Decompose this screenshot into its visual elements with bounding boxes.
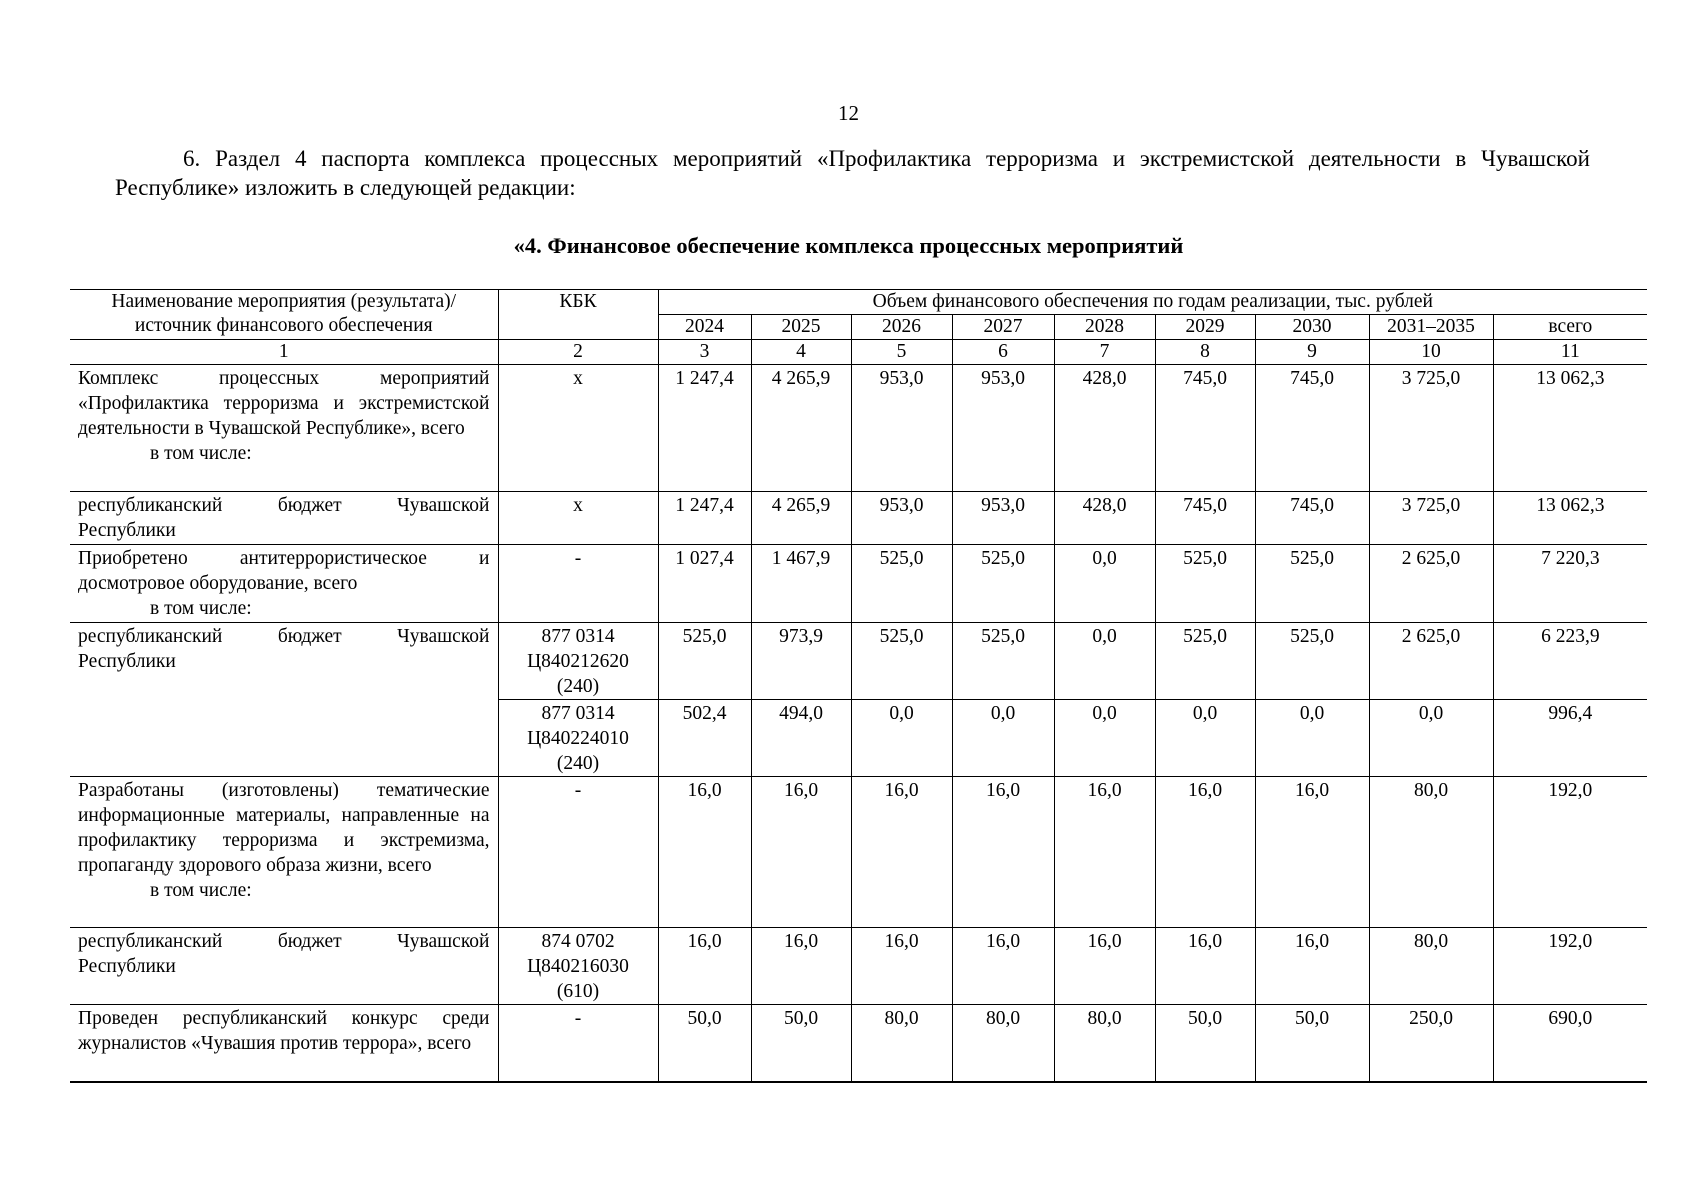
row-sub-label: в том числе: bbox=[150, 598, 252, 619]
row-value: 1 027,4 bbox=[658, 545, 751, 623]
row-value: 192,0 bbox=[1493, 777, 1647, 928]
row-value: 953,0 bbox=[952, 365, 1054, 492]
row-value: 996,4 bbox=[1493, 700, 1647, 777]
header-year: 2026 bbox=[851, 315, 952, 340]
row-kbk: х bbox=[498, 492, 658, 545]
row-value: 525,0 bbox=[952, 623, 1054, 700]
row-sub-label: в том числе: bbox=[150, 880, 252, 901]
row-value: 80,0 bbox=[1054, 1005, 1155, 1083]
table-row bbox=[70, 623, 1647, 700]
row-value: 2 625,0 bbox=[1369, 623, 1493, 700]
header-year: 2031–2035 bbox=[1369, 315, 1493, 340]
row-kbk: 874 0702 Ц840216030 (610) bbox=[498, 928, 658, 1005]
row-value: 7 220,3 bbox=[1493, 545, 1647, 623]
row-value: 16,0 bbox=[658, 928, 751, 1005]
header-volume-group: Объем финансового обеспечения по годам реализации, тыс. рублей bbox=[658, 290, 1647, 315]
column-number: 7 bbox=[1054, 340, 1155, 365]
row-value: 50,0 bbox=[658, 1005, 751, 1083]
row-kbk: - bbox=[498, 777, 658, 928]
row-value: 3 725,0 bbox=[1369, 365, 1493, 492]
table-row bbox=[70, 928, 1647, 1005]
row-value: 13 062,3 bbox=[1493, 492, 1647, 545]
row-value: 1 247,4 bbox=[658, 492, 751, 545]
intro-paragraph bbox=[115, 144, 1590, 202]
row-value: 745,0 bbox=[1155, 492, 1255, 545]
row-value: 80,0 bbox=[952, 1005, 1054, 1083]
row-value: 0,0 bbox=[1255, 700, 1369, 777]
row-name-cell bbox=[70, 928, 498, 1005]
row-value: 16,0 bbox=[1255, 777, 1369, 928]
header-year: 2024 bbox=[658, 315, 751, 340]
row-name: Проведен республиканский конкурс среди журналистов «Чувашия против террора», всего bbox=[78, 1008, 490, 1054]
row-value: 16,0 bbox=[1155, 928, 1255, 1005]
row-value: 80,0 bbox=[1369, 777, 1493, 928]
row-value: 16,0 bbox=[1054, 777, 1155, 928]
row-value: 50,0 bbox=[1155, 1005, 1255, 1083]
row-value: 525,0 bbox=[952, 545, 1054, 623]
row-value: 525,0 bbox=[1155, 623, 1255, 700]
row-value: 0,0 bbox=[1054, 623, 1155, 700]
row-value: 192,0 bbox=[1493, 928, 1647, 1005]
row-value: 16,0 bbox=[851, 777, 952, 928]
row-value: 0,0 bbox=[1054, 545, 1155, 623]
column-number: 1 bbox=[70, 340, 498, 365]
header-year: 2030 bbox=[1255, 315, 1369, 340]
table-row bbox=[70, 1005, 1647, 1083]
financing-table bbox=[70, 289, 1647, 1083]
row-name-cell bbox=[70, 623, 498, 777]
column-number: 3 bbox=[658, 340, 751, 365]
header-name-col: Наименование мероприятия (результата)/источник финансового обеспечения bbox=[70, 290, 498, 340]
row-value: 50,0 bbox=[1255, 1005, 1369, 1083]
row-value: 1 467,9 bbox=[751, 545, 851, 623]
row-value: 50,0 bbox=[751, 1005, 851, 1083]
table-row bbox=[70, 492, 1647, 545]
column-number: 11 bbox=[1493, 340, 1647, 365]
row-name-cell bbox=[70, 492, 498, 545]
row-value: 6 223,9 bbox=[1493, 623, 1647, 700]
row-sub-label: в том числе: bbox=[150, 443, 252, 464]
row-value: 13 062,3 bbox=[1493, 365, 1647, 492]
row-name-cell bbox=[70, 777, 498, 928]
row-value: 525,0 bbox=[658, 623, 751, 700]
table-row bbox=[70, 365, 1647, 492]
row-value: 745,0 bbox=[1255, 492, 1369, 545]
row-value: 525,0 bbox=[1155, 545, 1255, 623]
row-name-cell bbox=[70, 365, 498, 492]
row-value: 80,0 bbox=[851, 1005, 952, 1083]
row-value: 16,0 bbox=[851, 928, 952, 1005]
row-kbk: х bbox=[498, 365, 658, 492]
row-value: 525,0 bbox=[1255, 623, 1369, 700]
column-number: 4 bbox=[751, 340, 851, 365]
row-value: 16,0 bbox=[1054, 928, 1155, 1005]
row-value: 953,0 bbox=[851, 492, 952, 545]
row-name: Комплекс процессных мероприятий «Профилактика терроризма и экстремистской деятельности в Чувашской Республике», всего bbox=[78, 368, 490, 439]
header-year: 2029 bbox=[1155, 315, 1255, 340]
column-number: 10 bbox=[1369, 340, 1493, 365]
row-value: 16,0 bbox=[751, 777, 851, 928]
row-value: 953,0 bbox=[851, 365, 952, 492]
column-number-row bbox=[70, 340, 1647, 365]
row-value: 690,0 bbox=[1493, 1005, 1647, 1083]
row-value: 16,0 bbox=[952, 928, 1054, 1005]
row-name: Приобретено антитеррористическое и досмотровое оборудование, всего bbox=[78, 548, 490, 594]
row-value: 16,0 bbox=[1155, 777, 1255, 928]
section-title: «4. Финансовое обеспечение комплекса процессных мероприятий bbox=[513, 233, 1184, 258]
row-value: 953,0 bbox=[952, 492, 1054, 545]
row-value: 973,9 bbox=[751, 623, 851, 700]
row-value: 16,0 bbox=[658, 777, 751, 928]
row-value: 494,0 bbox=[751, 700, 851, 777]
column-number: 5 bbox=[851, 340, 952, 365]
row-name-cell bbox=[70, 1005, 498, 1083]
row-value: 525,0 bbox=[851, 545, 952, 623]
row-value: 16,0 bbox=[952, 777, 1054, 928]
row-value: 16,0 bbox=[751, 928, 851, 1005]
row-value: 525,0 bbox=[1255, 545, 1369, 623]
row-value: 4 265,9 bbox=[751, 492, 851, 545]
row-kbk: - bbox=[498, 1005, 658, 1083]
header-year: всего bbox=[1493, 315, 1647, 340]
row-value: 0,0 bbox=[1369, 700, 1493, 777]
table-header-row bbox=[70, 290, 1647, 315]
row-name: республиканский бюджет Чувашской Республики bbox=[78, 931, 490, 977]
row-value: 80,0 bbox=[1369, 928, 1493, 1005]
header-kbk-col: КБК bbox=[498, 290, 658, 340]
header-year: 2027 bbox=[952, 315, 1054, 340]
row-value: 428,0 bbox=[1054, 492, 1155, 545]
row-value: 4 265,9 bbox=[751, 365, 851, 492]
row-name-cell bbox=[70, 545, 498, 623]
row-name: Разработаны (изготовлены) тематические информационные материалы, направленные на профилактику терроризма и экстремизма, пропаганду здорового образа жизни, всего bbox=[78, 780, 490, 876]
column-number: 6 bbox=[952, 340, 1054, 365]
row-name: республиканский бюджет Чувашской Республики bbox=[78, 495, 490, 541]
row-value: 250,0 bbox=[1369, 1005, 1493, 1083]
row-kbk: - bbox=[498, 545, 658, 623]
table-row bbox=[70, 545, 1647, 623]
row-value: 2 625,0 bbox=[1369, 545, 1493, 623]
page-number: 12 bbox=[838, 101, 859, 125]
row-value: 745,0 bbox=[1255, 365, 1369, 492]
intro-text: 6. Раздел 4 паспорта комплекса процессных мероприятий «Профилактика терроризма и экстремистской деятельности в Чувашской Республике» изложить в следующей редакции: bbox=[115, 146, 1590, 200]
row-kbk: 877 0314 Ц840212620 (240) bbox=[498, 623, 658, 700]
column-number: 8 bbox=[1155, 340, 1255, 365]
row-name: республиканский бюджет Чувашской Республики bbox=[78, 626, 490, 672]
header-year: 2028 bbox=[1054, 315, 1155, 340]
row-value: 16,0 bbox=[1255, 928, 1369, 1005]
row-value: 0,0 bbox=[1155, 700, 1255, 777]
row-value: 3 725,0 bbox=[1369, 492, 1493, 545]
header-year: 2025 bbox=[751, 315, 851, 340]
row-kbk: 877 0314 Ц840224010 (240) bbox=[498, 700, 658, 777]
row-value: 0,0 bbox=[851, 700, 952, 777]
table-row bbox=[70, 777, 1647, 928]
row-value: 1 247,4 bbox=[658, 365, 751, 492]
row-value: 525,0 bbox=[851, 623, 952, 700]
column-number: 9 bbox=[1255, 340, 1369, 365]
row-value: 0,0 bbox=[952, 700, 1054, 777]
row-value: 502,4 bbox=[658, 700, 751, 777]
column-number: 2 bbox=[498, 340, 658, 365]
row-value: 428,0 bbox=[1054, 365, 1155, 492]
row-value: 0,0 bbox=[1054, 700, 1155, 777]
row-value: 745,0 bbox=[1155, 365, 1255, 492]
